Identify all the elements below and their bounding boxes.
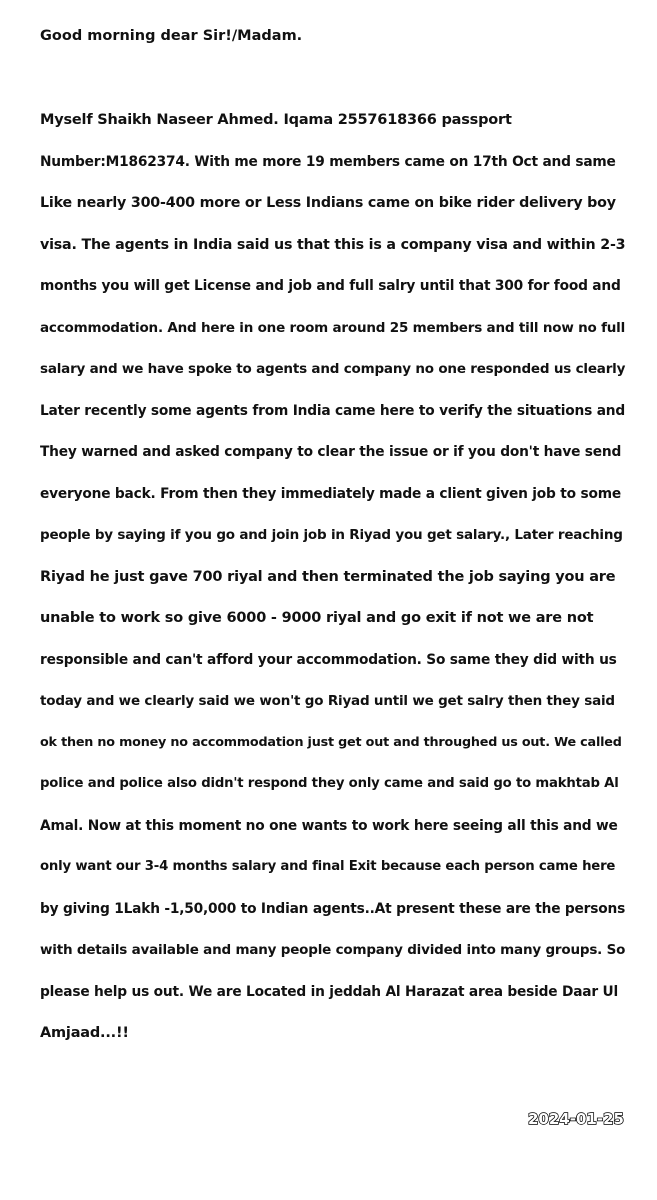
letter-line: police and police also didn't respond they only came and said go to makhtab Al <box>40 776 619 791</box>
letter-line: ok then no money no accommodation just get out and throughed us out. We called <box>40 734 622 750</box>
letter-line: Riyad he just gave 700 riyal and then terminated the job saying you are <box>40 568 616 585</box>
letter-line: Later recently some agents from India came here to verify the situations and <box>40 402 626 419</box>
letter-line: Amjaad...!! <box>40 1025 129 1041</box>
letter-line: responsible and can't afford your accommodation. So same they did with us <box>40 651 617 668</box>
letter-line: people by saying if you go and join job in Riyad you get salary., Later reaching <box>40 527 623 543</box>
letter-line: Number:M1862374. With me more 19 members came on 17th Oct and same <box>40 153 616 170</box>
letter-line: only want our 3-4 months salary and final Exit because each person came here <box>40 859 616 874</box>
letter-line: accommodation. And here in one room around 25 members and till now no full <box>40 319 626 336</box>
letter-line: with details available and many people company divided into many groups. So <box>40 942 626 958</box>
letter-line: months you will get License and job and full salry until that 300 for food and <box>40 278 621 294</box>
letter-line: Myself Shaikh Naseer Ahmed. Iqama 2557618366 passport <box>40 112 512 128</box>
letter-line: Like nearly 300-400 more or Less Indians came on bike rider delivery boy <box>40 195 616 211</box>
letter-line: please help us out. We are Located in jeddah Al Harazat area beside Daar Ul <box>40 983 619 1000</box>
letter-line: salary and we have spoke to agents and company no one responded us clearly <box>40 361 626 377</box>
letter-line: by giving 1Lakh -1,50,000 to Indian agents..At present these are the persons <box>40 900 626 917</box>
letter-line: Amal. Now at this moment no one wants to work here seeing all this and we <box>40 817 618 834</box>
letter-line: unable to work so give 6000 - 9000 riyal and go exit if not we are not <box>40 610 594 626</box>
greeting-line: Good morning dear Sir!/Madam. <box>40 28 303 44</box>
date-stamp: 2024-01-25 <box>528 1110 624 1128</box>
letter-line: They warned and asked company to clear the issue or if you don't have send <box>40 444 622 460</box>
letter-line: visa. The agents in India said us that this is a company visa and within 2-3 <box>40 236 626 253</box>
letter-line: today and we clearly said we won't go Riyad until we get salry then they said <box>40 693 615 709</box>
letter-body <box>40 110 625 1065</box>
letter-line: everyone back. From then they immediately made a client given job to some <box>40 485 621 502</box>
